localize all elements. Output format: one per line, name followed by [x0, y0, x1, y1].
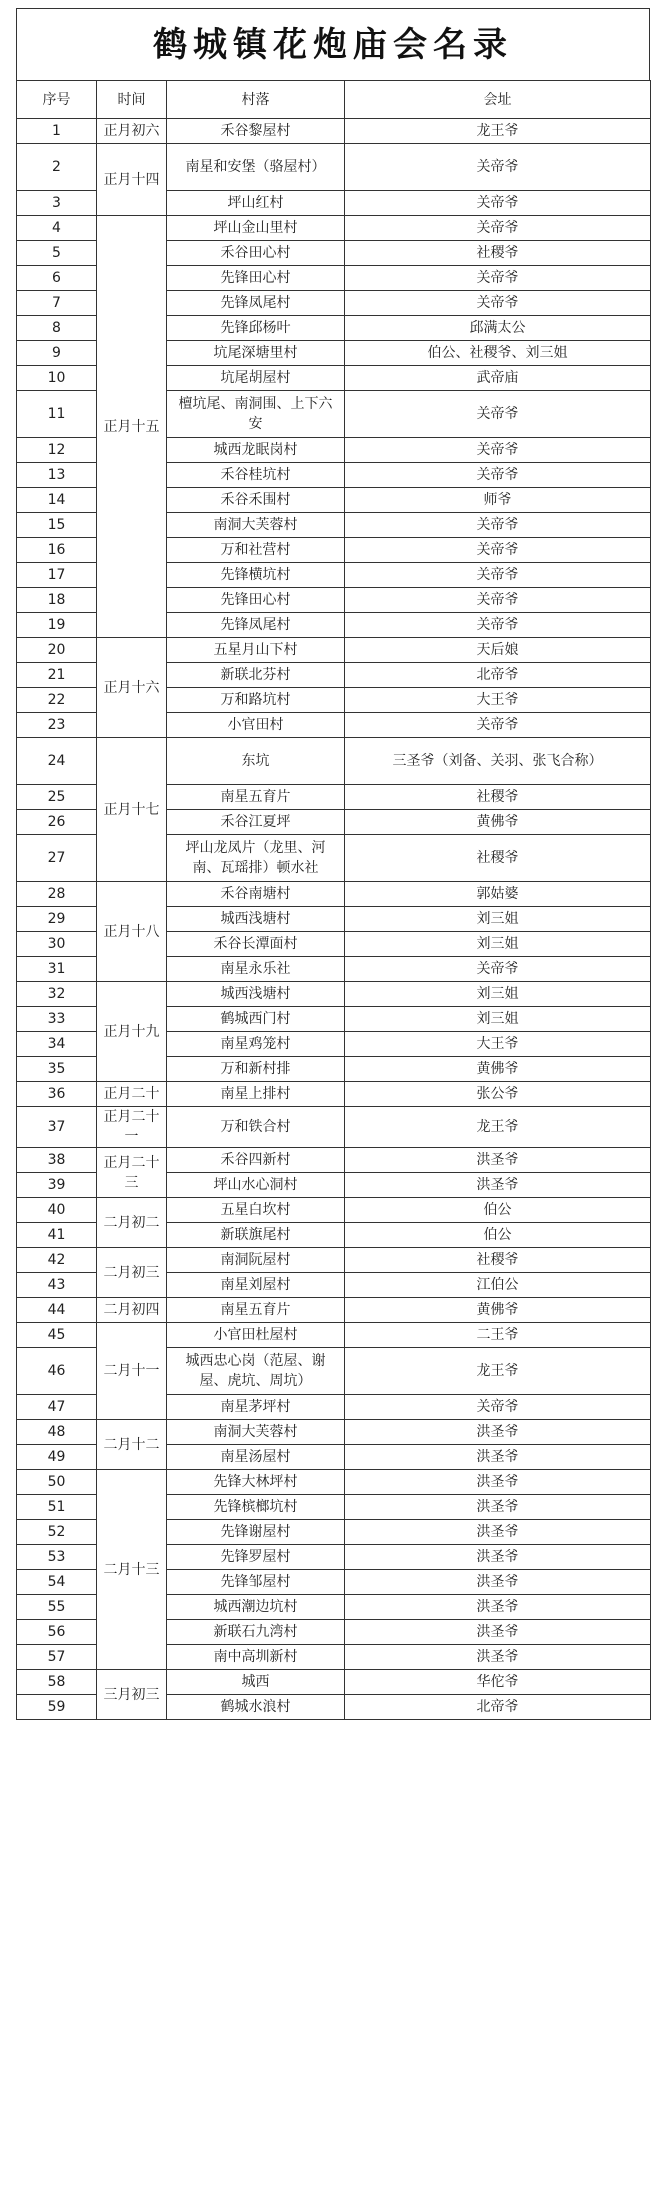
row-site: 洪圣爷	[345, 1173, 651, 1198]
row-village: 禾谷桂坑村	[167, 463, 345, 488]
row-village: 南星永乐社	[167, 957, 345, 982]
row-date: 正月初六	[97, 119, 167, 144]
row-site: 二王爷	[345, 1323, 651, 1348]
row-village: 新联石九湾村	[167, 1620, 345, 1645]
row-village: 坑尾胡屋村	[167, 366, 345, 391]
table-row	[17, 1298, 651, 1323]
row-date: 正月十四	[97, 144, 167, 216]
row-village: 南星汤屋村	[167, 1445, 345, 1470]
row-index: 43	[17, 1273, 97, 1298]
row-village: 禾谷田心村	[167, 241, 345, 266]
row-date: 三月初三	[97, 1670, 167, 1720]
header-village: 村落	[167, 81, 345, 119]
row-village: 先锋谢屋村	[167, 1520, 345, 1545]
row-village: 万和社营村	[167, 538, 345, 563]
table-row	[17, 1248, 651, 1273]
row-site: 关帝爷	[345, 538, 651, 563]
row-index: 58	[17, 1670, 97, 1695]
row-index: 13	[17, 463, 97, 488]
row-site: 关帝爷	[345, 957, 651, 982]
row-index: 11	[17, 391, 97, 438]
row-site: 关帝爷	[345, 291, 651, 316]
row-index: 51	[17, 1495, 97, 1520]
row-village: 万和铁合村	[167, 1107, 345, 1148]
row-village: 禾谷江夏坪	[167, 810, 345, 835]
row-site: 关帝爷	[345, 563, 651, 588]
row-index: 45	[17, 1323, 97, 1348]
row-site: 天后娘	[345, 638, 651, 663]
row-site: 北帝爷	[345, 1695, 651, 1720]
row-index: 48	[17, 1420, 97, 1445]
row-index: 49	[17, 1445, 97, 1470]
row-index: 20	[17, 638, 97, 663]
row-index: 15	[17, 513, 97, 538]
row-date: 二月初二	[97, 1198, 167, 1248]
header-site: 会址	[345, 81, 651, 119]
row-village: 城西	[167, 1670, 345, 1695]
row-village: 鹤城水浪村	[167, 1695, 345, 1720]
row-date: 正月二十三	[97, 1148, 167, 1198]
row-village: 新联旗尾村	[167, 1223, 345, 1248]
row-index: 27	[17, 835, 97, 882]
page-title: 鹤城镇花炮庙会名录	[16, 8, 650, 80]
row-village: 南中高圳新村	[167, 1645, 345, 1670]
row-village: 先锋邹屋村	[167, 1570, 345, 1595]
row-index: 57	[17, 1645, 97, 1670]
document	[16, 8, 650, 1720]
row-site: 关帝爷	[345, 266, 651, 291]
row-village: 坪山龙凤片（龙里、河南、瓦瑶排）顿水社	[167, 835, 345, 882]
row-index: 39	[17, 1173, 97, 1198]
row-index: 28	[17, 882, 97, 907]
row-site: 洪圣爷	[345, 1645, 651, 1670]
row-site: 洪圣爷	[345, 1595, 651, 1620]
row-village: 禾谷禾围村	[167, 488, 345, 513]
row-village: 先锋凤尾村	[167, 613, 345, 638]
row-site: 刘三姐	[345, 932, 651, 957]
row-date: 正月十九	[97, 982, 167, 1082]
row-village: 南星鸡笼村	[167, 1032, 345, 1057]
table-row	[17, 1420, 651, 1445]
row-index: 4	[17, 216, 97, 241]
row-village: 五星月山下村	[167, 638, 345, 663]
row-site: 关帝爷	[345, 513, 651, 538]
row-site: 洪圣爷	[345, 1420, 651, 1445]
row-village: 城西龙眠岗村	[167, 438, 345, 463]
row-index: 6	[17, 266, 97, 291]
row-village: 先锋横坑村	[167, 563, 345, 588]
row-village: 南星茅坪村	[167, 1395, 345, 1420]
row-site: 洪圣爷	[345, 1470, 651, 1495]
row-index: 38	[17, 1148, 97, 1173]
row-village: 禾谷长潭面村	[167, 932, 345, 957]
row-site: 洪圣爷	[345, 1148, 651, 1173]
table-body	[17, 119, 651, 1720]
row-village: 檀坑尾、南洞围、上下六安	[167, 391, 345, 438]
row-index: 2	[17, 144, 97, 191]
row-index: 32	[17, 982, 97, 1007]
row-date: 二月初三	[97, 1248, 167, 1298]
row-index: 14	[17, 488, 97, 513]
table-row	[17, 1148, 651, 1173]
row-village: 先锋凤尾村	[167, 291, 345, 316]
table-row	[17, 1082, 651, 1107]
row-site: 社稷爷	[345, 1248, 651, 1273]
row-index: 21	[17, 663, 97, 688]
row-date: 正月十八	[97, 882, 167, 982]
row-village: 先锋大林坪村	[167, 1470, 345, 1495]
row-index: 46	[17, 1348, 97, 1395]
row-index: 3	[17, 191, 97, 216]
row-index: 31	[17, 957, 97, 982]
row-date: 二月十二	[97, 1420, 167, 1470]
row-index: 5	[17, 241, 97, 266]
row-site: 黄佛爷	[345, 810, 651, 835]
row-village: 南洞大芙蓉村	[167, 513, 345, 538]
row-index: 34	[17, 1032, 97, 1057]
row-site: 刘三姐	[345, 982, 651, 1007]
row-site: 邱满太公	[345, 316, 651, 341]
row-index: 1	[17, 119, 97, 144]
row-village: 南洞大芙蓉村	[167, 1420, 345, 1445]
row-site: 关帝爷	[345, 463, 651, 488]
row-date: 二月十三	[97, 1470, 167, 1670]
row-village: 先锋田心村	[167, 588, 345, 613]
row-village: 先锋田心村	[167, 266, 345, 291]
row-site: 关帝爷	[345, 613, 651, 638]
row-site: 龙王爷	[345, 1107, 651, 1148]
row-date: 二月初四	[97, 1298, 167, 1323]
row-site: 郭姑婆	[345, 882, 651, 907]
row-village: 禾谷黎屋村	[167, 119, 345, 144]
row-village: 坑尾深塘里村	[167, 341, 345, 366]
row-date: 二月十一	[97, 1323, 167, 1420]
row-date: 正月十六	[97, 638, 167, 738]
row-index: 16	[17, 538, 97, 563]
table-row	[17, 1470, 651, 1495]
row-index: 9	[17, 341, 97, 366]
row-index: 19	[17, 613, 97, 638]
row-village: 小官田杜屋村	[167, 1323, 345, 1348]
row-village: 鹤城西门村	[167, 1007, 345, 1032]
row-site: 大王爷	[345, 1032, 651, 1057]
table-row	[17, 982, 651, 1007]
row-site: 关帝爷	[345, 588, 651, 613]
row-village: 南星刘屋村	[167, 1273, 345, 1298]
row-date: 正月十五	[97, 216, 167, 638]
row-date: 正月二十	[97, 1082, 167, 1107]
row-village: 先锋罗屋村	[167, 1545, 345, 1570]
row-site: 伯公、社稷爷、刘三姐	[345, 341, 651, 366]
row-site: 武帝庙	[345, 366, 651, 391]
row-site: 北帝爷	[345, 663, 651, 688]
row-village: 东坑	[167, 738, 345, 785]
row-index: 17	[17, 563, 97, 588]
row-index: 55	[17, 1595, 97, 1620]
row-village: 城西潮边坑村	[167, 1595, 345, 1620]
row-index: 47	[17, 1395, 97, 1420]
table-row	[17, 1670, 651, 1695]
row-index: 33	[17, 1007, 97, 1032]
row-village: 禾谷南塘村	[167, 882, 345, 907]
row-site: 洪圣爷	[345, 1445, 651, 1470]
row-index: 41	[17, 1223, 97, 1248]
row-date: 正月十七	[97, 738, 167, 882]
row-index: 44	[17, 1298, 97, 1323]
row-index: 26	[17, 810, 97, 835]
row-site: 洪圣爷	[345, 1545, 651, 1570]
row-site: 关帝爷	[345, 713, 651, 738]
row-site: 伯公	[345, 1198, 651, 1223]
row-index: 25	[17, 785, 97, 810]
row-index: 40	[17, 1198, 97, 1223]
table-row	[17, 738, 651, 785]
row-village: 新联北芬村	[167, 663, 345, 688]
row-village: 南星五育片	[167, 1298, 345, 1323]
table-row	[17, 1198, 651, 1223]
header-date: 时间	[97, 81, 167, 119]
table-row	[17, 882, 651, 907]
row-index: 7	[17, 291, 97, 316]
row-village: 先锋邱杨叶	[167, 316, 345, 341]
temple-fair-table	[16, 80, 651, 1720]
row-index: 50	[17, 1470, 97, 1495]
row-site: 关帝爷	[345, 391, 651, 438]
table-row	[17, 1107, 651, 1148]
row-index: 23	[17, 713, 97, 738]
row-site: 龙王爷	[345, 1348, 651, 1395]
row-village: 城西浅塘村	[167, 982, 345, 1007]
row-site: 龙王爷	[345, 119, 651, 144]
row-site: 黄佛爷	[345, 1057, 651, 1082]
row-index: 8	[17, 316, 97, 341]
row-site: 师爷	[345, 488, 651, 513]
row-village: 坪山水心洞村	[167, 1173, 345, 1198]
header-index: 序号	[17, 81, 97, 119]
row-village: 南星上排村	[167, 1082, 345, 1107]
row-village: 禾谷四新村	[167, 1148, 345, 1173]
row-village: 城西忠心岗（范屋、谢屋、虎坑、周坑）	[167, 1348, 345, 1395]
row-site: 刘三姐	[345, 907, 651, 932]
row-index: 52	[17, 1520, 97, 1545]
row-village: 城西浅塘村	[167, 907, 345, 932]
row-site: 关帝爷	[345, 216, 651, 241]
row-village: 坪山红村	[167, 191, 345, 216]
row-village: 南星五育片	[167, 785, 345, 810]
row-village: 南洞阮屋村	[167, 1248, 345, 1273]
row-village: 南星和安堡（骆屋村）	[167, 144, 345, 191]
row-index: 54	[17, 1570, 97, 1595]
row-village: 小官田村	[167, 713, 345, 738]
row-date: 正月二十一	[97, 1107, 167, 1148]
row-index: 53	[17, 1545, 97, 1570]
row-index: 42	[17, 1248, 97, 1273]
row-site: 大王爷	[345, 688, 651, 713]
table-row	[17, 216, 651, 241]
row-index: 30	[17, 932, 97, 957]
row-index: 35	[17, 1057, 97, 1082]
row-site: 张公爷	[345, 1082, 651, 1107]
row-index: 37	[17, 1107, 97, 1148]
table-row	[17, 144, 651, 191]
row-village: 五星白坎村	[167, 1198, 345, 1223]
row-village: 坪山金山里村	[167, 216, 345, 241]
row-village: 先锋槟榔坑村	[167, 1495, 345, 1520]
row-site: 洪圣爷	[345, 1495, 651, 1520]
row-site: 社稷爷	[345, 785, 651, 810]
row-index: 24	[17, 738, 97, 785]
row-site: 洪圣爷	[345, 1520, 651, 1545]
row-site: 洪圣爷	[345, 1620, 651, 1645]
row-index: 59	[17, 1695, 97, 1720]
row-index: 18	[17, 588, 97, 613]
row-site: 华佗爷	[345, 1670, 651, 1695]
row-index: 22	[17, 688, 97, 713]
row-village: 万和路坑村	[167, 688, 345, 713]
row-site: 刘三姐	[345, 1007, 651, 1032]
row-index: 29	[17, 907, 97, 932]
row-index: 12	[17, 438, 97, 463]
row-village: 万和新村排	[167, 1057, 345, 1082]
row-site: 洪圣爷	[345, 1570, 651, 1595]
row-site: 三圣爷（刘备、关羽、张飞合称）	[345, 738, 651, 785]
row-index: 36	[17, 1082, 97, 1107]
row-site: 关帝爷	[345, 438, 651, 463]
row-site: 社稷爷	[345, 241, 651, 266]
row-site: 关帝爷	[345, 191, 651, 216]
row-index: 10	[17, 366, 97, 391]
row-site: 江伯公	[345, 1273, 651, 1298]
row-site: 伯公	[345, 1223, 651, 1248]
table-row	[17, 638, 651, 663]
table-row	[17, 119, 651, 144]
row-site: 社稷爷	[345, 835, 651, 882]
row-site: 关帝爷	[345, 1395, 651, 1420]
table-header-row	[17, 81, 651, 119]
table-row	[17, 1323, 651, 1348]
row-site: 关帝爷	[345, 144, 651, 191]
row-index: 56	[17, 1620, 97, 1645]
row-site: 黄佛爷	[345, 1298, 651, 1323]
